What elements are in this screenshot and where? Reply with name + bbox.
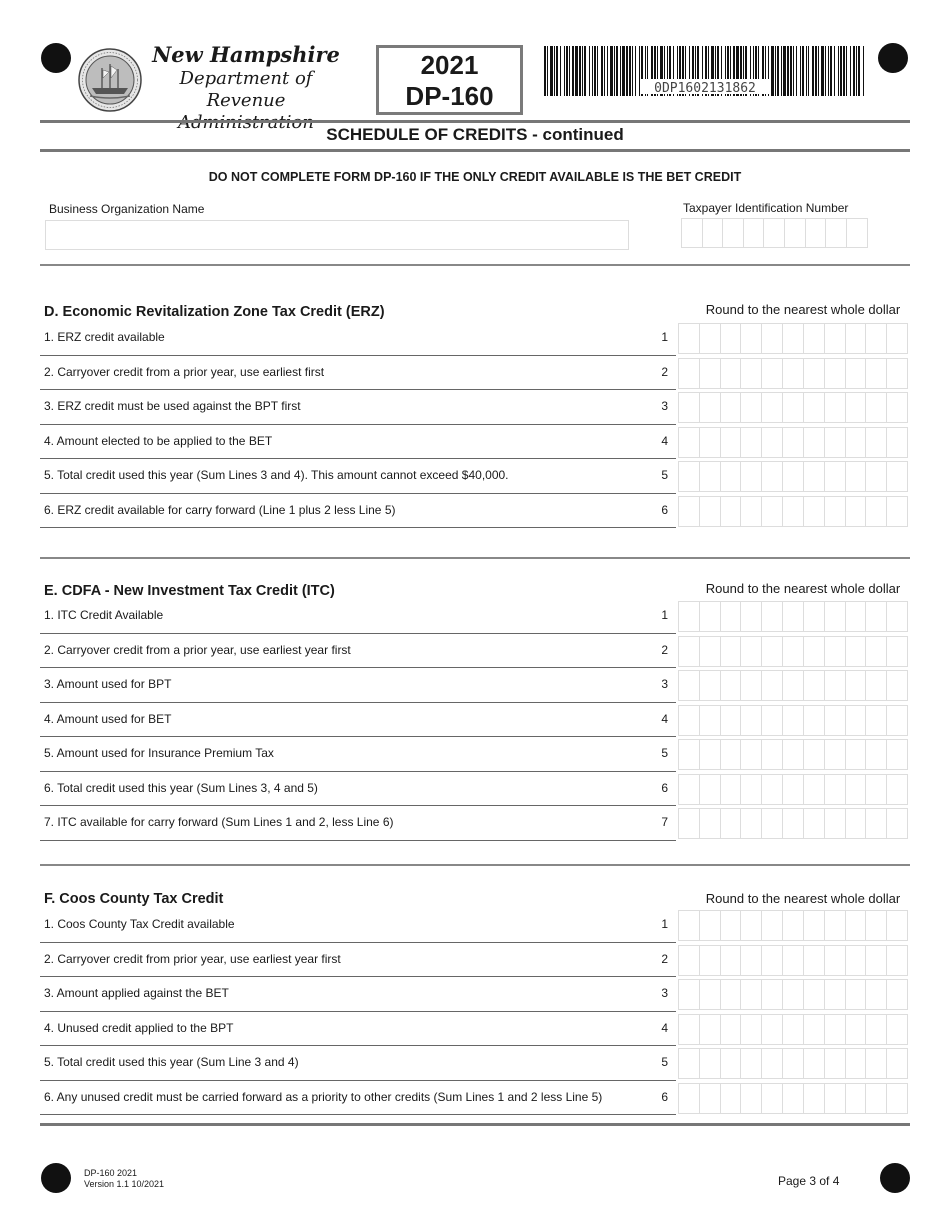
barcode-text: 0DP1602131862 — [654, 81, 756, 96]
barcode-bar — [622, 46, 625, 96]
credit-line-row — [40, 703, 676, 738]
barcode-bar — [582, 46, 583, 96]
section-f-title: F. Coos County Tax Credit — [44, 891, 224, 907]
credit-line-row — [40, 321, 676, 356]
header-rule — [40, 120, 910, 123]
barcode-bar — [812, 46, 814, 96]
barcode-bar — [610, 46, 613, 96]
footer-form-line: DP-160 2021 — [84, 1168, 138, 1178]
amount-input-d-line-1[interactable] — [678, 323, 908, 354]
barcode-bar — [547, 46, 548, 96]
barcode — [544, 46, 866, 96]
credit-line-number: 6 — [661, 780, 668, 795]
barcode-bar — [560, 46, 561, 96]
credit-line-number: 5 — [661, 1055, 668, 1069]
barcode-bar — [629, 46, 631, 96]
amount-input-e-line-7[interactable] — [678, 808, 908, 839]
barcode-bar — [863, 46, 864, 96]
state-name: New Hampshire — [152, 42, 340, 67]
credit-line-number: 7 — [661, 815, 668, 829]
amount-input-e-line-5[interactable] — [678, 739, 908, 770]
credit-line-row — [40, 908, 676, 943]
credit-line-label: 2. Carryover credit from prior year, use earliest year first — [44, 951, 341, 966]
credit-line-number: 4 — [661, 1020, 668, 1035]
barcode-bar — [584, 46, 586, 96]
form-year: 2021 — [420, 50, 479, 80]
section-divider — [40, 864, 910, 866]
barcode-bar — [808, 46, 809, 96]
amount-input-e-line-2[interactable] — [678, 636, 908, 667]
credit-line-label: 4. Amount used for BET — [44, 711, 172, 726]
credit-line-label: 6. ERZ credit available for carry forward (Line 1 plus 2 less Line 5) — [44, 502, 396, 517]
title-rule — [40, 149, 910, 152]
barcode-bar — [614, 46, 615, 96]
credit-line-label: 2. Carryover credit from a prior year, use earliest first — [44, 364, 325, 379]
barcode-bar — [783, 46, 786, 96]
credit-line-label: 1. ERZ credit available — [44, 330, 165, 344]
credit-line-number: 1 — [661, 330, 668, 344]
registration-mark-bottom-right — [880, 1163, 910, 1193]
credit-line-row — [40, 356, 676, 391]
credit-line-label: 6. Total credit used this year (Sum Lines 3, 4 and 5) — [44, 780, 318, 795]
credit-line-number: 2 — [661, 951, 668, 966]
barcode-bar — [564, 46, 565, 96]
amount-input-e-line-1[interactable] — [678, 601, 908, 632]
amount-input-f-line-5[interactable] — [678, 1048, 908, 1079]
credit-line-label: 6. Any unused credit must be carried forward as a priority to other credits (Sum Lines 1 and 2 less Line 5) — [44, 1089, 603, 1104]
barcode-bar — [830, 46, 832, 96]
credit-line-row — [40, 459, 676, 494]
barcode-bar — [589, 46, 590, 96]
amount-input-d-line-5[interactable] — [678, 461, 908, 492]
credit-line-number: 6 — [661, 1089, 668, 1104]
barcode-bar — [790, 46, 792, 96]
amount-input-f-line-1[interactable] — [678, 910, 908, 941]
credit-line-label: 2. Carryover credit from a prior year, use earliest year first — [44, 642, 351, 657]
taxpayer-id-input[interactable] — [681, 218, 868, 248]
round-note: Round to the nearest whole dollar — [705, 581, 901, 596]
barcode-bar — [796, 46, 797, 96]
barcode-bar — [544, 46, 546, 96]
form-id-box — [376, 45, 523, 115]
credit-line-row — [40, 494, 676, 529]
barcode-bar — [592, 46, 593, 96]
credit-line-row — [40, 599, 676, 634]
credit-line-number: 3 — [661, 399, 668, 413]
credit-line-row — [40, 1012, 676, 1047]
footer-form-info — [84, 1168, 164, 1190]
barcode-bar — [840, 46, 842, 96]
amount-input-d-line-3[interactable] — [678, 392, 908, 423]
credit-line-row — [40, 425, 676, 460]
barcode-bar — [800, 46, 801, 96]
barcode-bar — [604, 46, 605, 96]
schedule-title: SCHEDULE OF CREDITS - continued — [326, 125, 624, 144]
business-name-label: Business Organization Name — [49, 202, 205, 216]
amount-input-e-line-6[interactable] — [678, 774, 908, 805]
credit-line-row — [40, 806, 676, 841]
barcode-bar — [575, 46, 578, 96]
barcode-bar — [821, 46, 824, 96]
credit-line-number: 1 — [661, 608, 668, 622]
credit-line-label: 4. Unused credit applied to the BPT — [44, 1020, 234, 1035]
barcode-bar — [550, 46, 553, 96]
barcode-bar — [594, 46, 596, 96]
credit-line-number: 1 — [661, 917, 668, 931]
barcode-bar — [775, 46, 776, 96]
amount-input-d-line-6[interactable] — [678, 496, 908, 527]
credit-line-row — [40, 737, 676, 772]
round-note: Round to the nearest whole dollar — [705, 302, 901, 317]
credit-line-number: 2 — [661, 364, 668, 379]
barcode-bar — [818, 46, 819, 96]
amount-input-e-line-3[interactable] — [678, 670, 908, 701]
credit-line-label: 3. Amount used for BPT — [44, 677, 172, 691]
bottom-rule — [40, 1123, 910, 1126]
form-number: DP-160 — [405, 81, 494, 111]
amount-input-d-line-4[interactable] — [678, 427, 908, 458]
barcode-bar — [777, 46, 779, 96]
barcode-bar — [639, 46, 640, 96]
section-d-title: D. Economic Revitalization Zone Tax Credit (ERZ) — [44, 304, 385, 320]
credit-line-number: 4 — [661, 711, 668, 726]
barcode-bar — [579, 46, 581, 96]
credit-line-row — [40, 390, 676, 425]
barcode-bar — [632, 46, 633, 96]
barcode-bar — [616, 46, 618, 96]
section-divider — [40, 264, 910, 266]
amount-input-e-line-4[interactable] — [678, 705, 908, 736]
credit-line-number: 5 — [661, 746, 668, 760]
registration-mark-top-left — [41, 43, 71, 73]
section-e-title: E. CDFA - New Investment Tax Credit (ITC) — [44, 583, 335, 599]
barcode-bar — [838, 46, 839, 96]
credit-line-row — [40, 977, 676, 1012]
amount-input-f-line-3[interactable] — [678, 979, 908, 1010]
credit-line-label: 3. Amount applied against the BET — [44, 986, 229, 1000]
credit-line-number: 3 — [661, 986, 668, 1000]
barcode-bar — [846, 46, 847, 96]
barcode-bar — [806, 46, 807, 96]
notice: DO NOT COMPLETE FORM DP-160 IF THE ONLY CREDIT AVAILABLE IS THE BET CREDIT — [208, 170, 742, 184]
barcode-bar — [856, 46, 857, 96]
barcode-bar — [556, 46, 558, 96]
dept-line-1: Department of — [179, 68, 313, 89]
credit-line-label: 5. Total credit used this year (Sum Lines 3 and 4). This amount cannot exceed $40,000. — [44, 468, 509, 482]
credit-line-number: 5 — [661, 468, 668, 482]
taxpayer-id-label: Taxpayer Identification Number — [683, 201, 849, 215]
credit-line-row — [40, 668, 676, 703]
credit-line-label: 3. ERZ credit must be used against the BPT first — [44, 399, 301, 413]
credit-line-label: 1. ITC Credit Available — [44, 608, 164, 622]
credit-line-label: 5. Amount used for Insurance Premium Tax — [44, 746, 274, 760]
credit-line-label: 1. Coos County Tax Credit available — [44, 917, 235, 931]
section-divider — [40, 557, 910, 559]
credit-line-number: 4 — [661, 433, 668, 448]
barcode-bar — [635, 46, 636, 96]
barcode-bar — [834, 46, 835, 96]
registration-mark-top-right — [878, 43, 908, 73]
page-number: Page 3 of 4 — [778, 1174, 840, 1188]
amount-input-f-line-4[interactable] — [678, 1014, 908, 1045]
barcode-bar — [828, 46, 829, 96]
barcode-bar — [850, 46, 851, 96]
barcode-bar — [554, 46, 555, 96]
credit-line-number: 2 — [661, 642, 668, 657]
business-name-input[interactable] — [45, 220, 629, 250]
state-seal-icon — [78, 48, 142, 112]
credit-line-number: 3 — [661, 677, 668, 691]
dept-line-2: Revenue — [206, 90, 286, 111]
barcode-bar — [858, 46, 860, 96]
barcode-bar — [601, 46, 603, 96]
barcode-bar — [771, 46, 774, 96]
barcode-bar — [597, 46, 598, 96]
amount-input-f-line-6[interactable] — [678, 1083, 908, 1114]
credit-line-label: 7. ITC available for carry forward (Sum Lines 1 and 2, less Line 6) — [44, 815, 394, 829]
barcode-bar — [793, 46, 794, 96]
barcode-bar — [620, 46, 621, 96]
barcode-bar — [607, 46, 608, 96]
credit-line-label: 4. Amount elected to be applied to the BET — [44, 433, 273, 448]
barcode-bar — [569, 46, 570, 96]
barcode-bar — [787, 46, 789, 96]
registration-mark-bottom-left — [41, 1163, 71, 1193]
barcode-bar — [626, 46, 628, 96]
barcode-bar — [566, 46, 568, 96]
amount-input-d-line-2[interactable] — [678, 358, 908, 389]
credit-line-number: 6 — [661, 502, 668, 517]
credit-line-row — [40, 634, 676, 669]
round-note: Round to the nearest whole dollar — [705, 891, 901, 906]
barcode-bar — [802, 46, 804, 96]
credit-line-row — [40, 1046, 676, 1081]
credit-line-row — [40, 772, 676, 807]
credit-line-row — [40, 943, 676, 978]
barcode-bar — [825, 46, 826, 96]
footer-version: Version 1.1 10/2021 — [84, 1179, 165, 1189]
barcode-bar — [843, 46, 845, 96]
barcode-bar — [815, 46, 817, 96]
barcode-bar — [853, 46, 855, 96]
credit-line-row — [40, 1081, 676, 1116]
barcode-bar — [781, 46, 782, 96]
amount-input-f-line-2[interactable] — [678, 945, 908, 976]
barcode-bar — [572, 46, 574, 96]
credit-line-label: 5. Total credit used this year (Sum Line 3 and 4) — [44, 1055, 299, 1069]
